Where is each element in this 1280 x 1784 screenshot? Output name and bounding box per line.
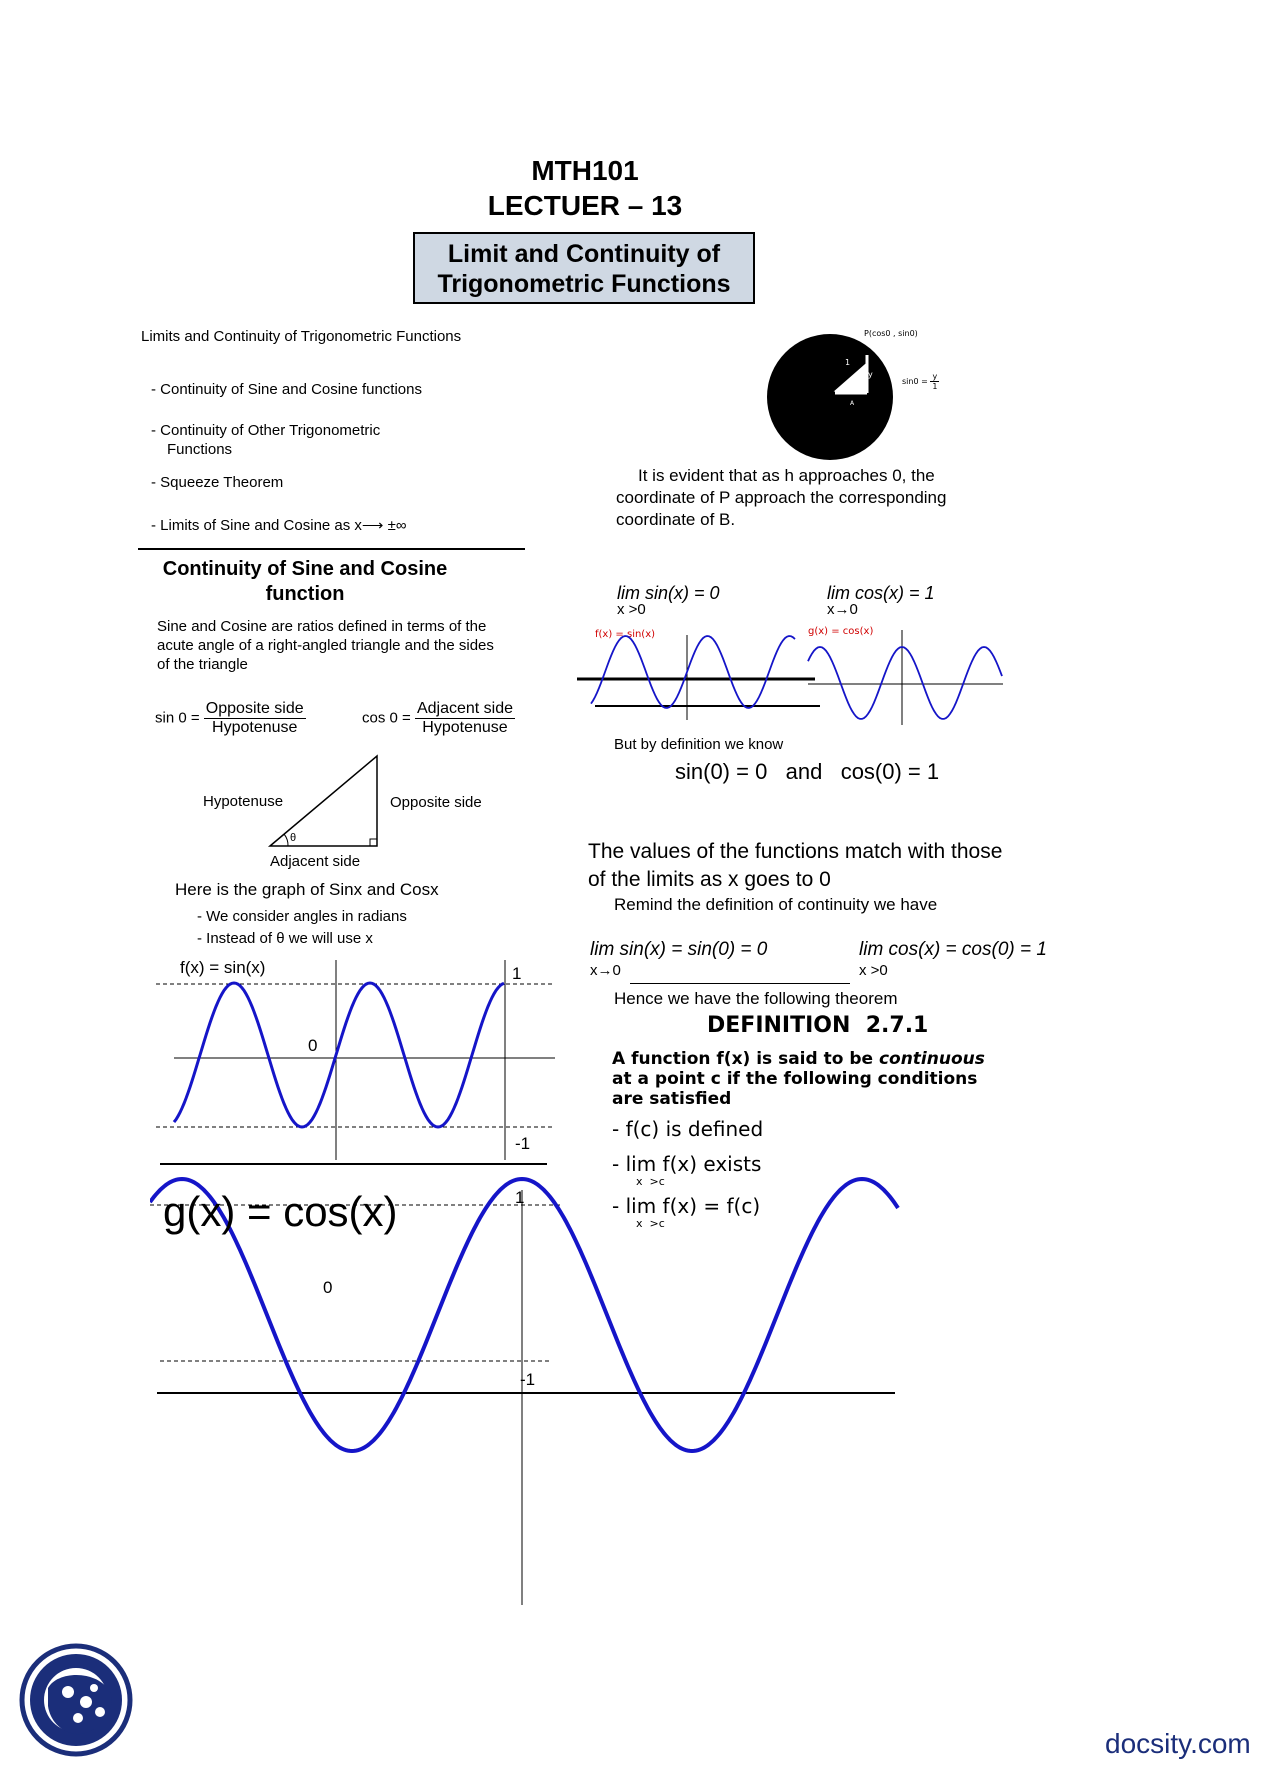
hence-text: Hence we have the following theorem <box>614 989 898 1008</box>
sin-num: Opposite side <box>205 700 304 717</box>
graph-note: - Instead of θ we will use x <box>197 930 373 947</box>
outline-item: - Limits of Sine and Cosine as x⟶ ±∞ <box>151 517 407 534</box>
graph-intro: Here is the graph of Sinx and Cosx <box>175 880 439 899</box>
by-definition-text: But by definition we know <box>614 736 784 753</box>
circle-b-label: A <box>850 400 855 407</box>
lim-cos-formula: lim cos(x) = 1 <box>827 583 935 603</box>
small-cos-label: g(x) = cos(x) <box>808 626 874 637</box>
sine-graph <box>150 955 560 1170</box>
definition-body <box>612 1049 985 1109</box>
small-sin-label: f(x) = sin(x) <box>595 629 656 640</box>
cos-num: Adjacent side <box>416 700 514 717</box>
circle-one-label: 1 <box>845 358 851 367</box>
cos-lhs: cos 0 = <box>362 709 411 727</box>
lecture-number: LECTUER – 13 <box>487 190 683 221</box>
sin-ratio-label <box>902 372 939 391</box>
cont-cos-sub: x >0 <box>859 962 888 979</box>
definition-line3: are satisfied <box>612 1089 732 1109</box>
triangle-hypotenuse-label: Hypotenuse <box>203 793 284 810</box>
sin-ratio-den: 1 <box>932 382 938 391</box>
evident-line: coordinate of P approach the corresponding <box>616 488 947 507</box>
cosine-tick-zero: 0 <box>323 1278 333 1297</box>
cosine-graph-label: g(x) = cos(x) <box>163 1188 398 1235</box>
section-desc <box>157 617 494 674</box>
match-text <box>588 838 1002 894</box>
section-title-line1: Continuity of Sine and Cosine <box>162 558 448 580</box>
docsity-brand[interactable]: docsity.com <box>1105 1728 1251 1759</box>
evident-line: coordinate of B. <box>616 510 736 529</box>
sine-tick-one: 1 <box>512 964 522 983</box>
sin-ratio-formula <box>155 700 306 737</box>
condition-1: - f(c) is defined <box>612 1117 764 1141</box>
circle-theta-label: 0 <box>849 382 854 390</box>
cosine-tick-one: 1 <box>515 1188 525 1207</box>
cosine-tick-neg-one: -1 <box>520 1370 536 1389</box>
sin-ratio-lhs: sin0 = <box>902 377 928 386</box>
condition-2-sub: x >c <box>636 1175 665 1188</box>
remind-text: Remind the definition of continuity we have <box>614 895 938 914</box>
match-line: of the limits as x goes to 0 <box>588 868 831 891</box>
sine-tick-neg-one: -1 <box>515 1134 531 1153</box>
sin-den: Hypotenuse <box>212 719 298 736</box>
topic-title-line2: Trigonometric Functions <box>437 270 731 298</box>
outline-item: Functions <box>167 441 233 458</box>
topic-title-line1: Limit and Continuity of <box>447 240 721 268</box>
section-title-line2: function <box>265 583 345 605</box>
section-desc-line: Sine and Cosine are ratios defined in terms of the <box>157 618 487 635</box>
cont-cos-formula: lim cos(x) = cos(0) = 1 <box>859 939 1047 960</box>
point-p-label: P(cos0 , sin0) <box>864 329 918 338</box>
cosine-graph <box>150 1175 900 1610</box>
outline-item: - Continuity of Sine and Cosine functions <box>151 381 422 398</box>
definition-values: sin(0) = 0 and cos(0) = 1 <box>675 759 940 784</box>
evident-line: It is evident that as h approaches 0, the <box>638 466 935 485</box>
sin-ratio-num: y <box>930 372 939 382</box>
definition-line1a: A function f(x) is said to be <box>612 1049 879 1069</box>
course-code: MTH101 <box>531 155 639 186</box>
graph-divider <box>160 1163 547 1165</box>
definition-continuous: continuous <box>878 1049 985 1069</box>
outline-heading: Limits and Continuity of Trigonometric Functions <box>141 328 462 345</box>
small-sine-curve <box>591 636 795 708</box>
section-title <box>150 557 460 607</box>
small-cosine-curve <box>808 647 1002 719</box>
section-desc-line: of the triangle <box>157 656 248 673</box>
definition-title: DEFINITION 2.7.1 <box>707 1013 929 1038</box>
topic-title-box <box>413 232 755 304</box>
cont-sin-sub: x→0 <box>590 962 621 979</box>
outline-item: - Squeeze Theorem <box>151 474 284 491</box>
triangle-theta-label: θ <box>290 832 297 844</box>
lim-sin-formula: lim sin(x) = 0 <box>617 583 720 603</box>
lim-cos-sub: x→0 <box>827 601 858 618</box>
cos-den: Hypotenuse <box>422 719 508 736</box>
condition-3: - lim f(x) = f(c) <box>612 1194 761 1218</box>
graph-note: - We consider angles in radians <box>197 908 407 925</box>
condition-2: - lim f(x) exists <box>612 1152 762 1176</box>
sine-graph-label: f(x) = sin(x) <box>180 958 266 977</box>
section-desc-line: acute angle of a right-angled triangle and the sides <box>157 637 494 654</box>
triangle-opposite-label: Opposite side <box>390 794 482 811</box>
section-divider <box>138 548 525 550</box>
cont-underline <box>630 983 850 984</box>
unit-circle-figure <box>760 325 960 465</box>
circle-y-label: y <box>868 370 873 379</box>
docsity-logo-icon <box>18 1640 138 1760</box>
cont-sin-formula: lim sin(x) = sin(0) = 0 <box>590 939 768 960</box>
lim-sin-sub: x >0 <box>617 601 646 618</box>
sine-curve <box>174 983 504 1127</box>
condition-3-sub: x >c <box>636 1217 665 1230</box>
outline-item: - Continuity of Other Trigonometric <box>151 422 381 439</box>
definition-line2: at a point c if the following conditions <box>612 1069 978 1089</box>
sine-tick-zero: 0 <box>308 1036 318 1055</box>
match-line: The values of the functions match with those <box>588 840 1003 863</box>
cos-ratio-formula <box>362 700 515 737</box>
sin-lhs: sin 0 = <box>155 709 200 727</box>
triangle-adjacent-label: Adjacent side <box>270 853 361 870</box>
small-cosine-graph <box>803 625 1008 730</box>
small-sine-graph <box>575 625 825 730</box>
